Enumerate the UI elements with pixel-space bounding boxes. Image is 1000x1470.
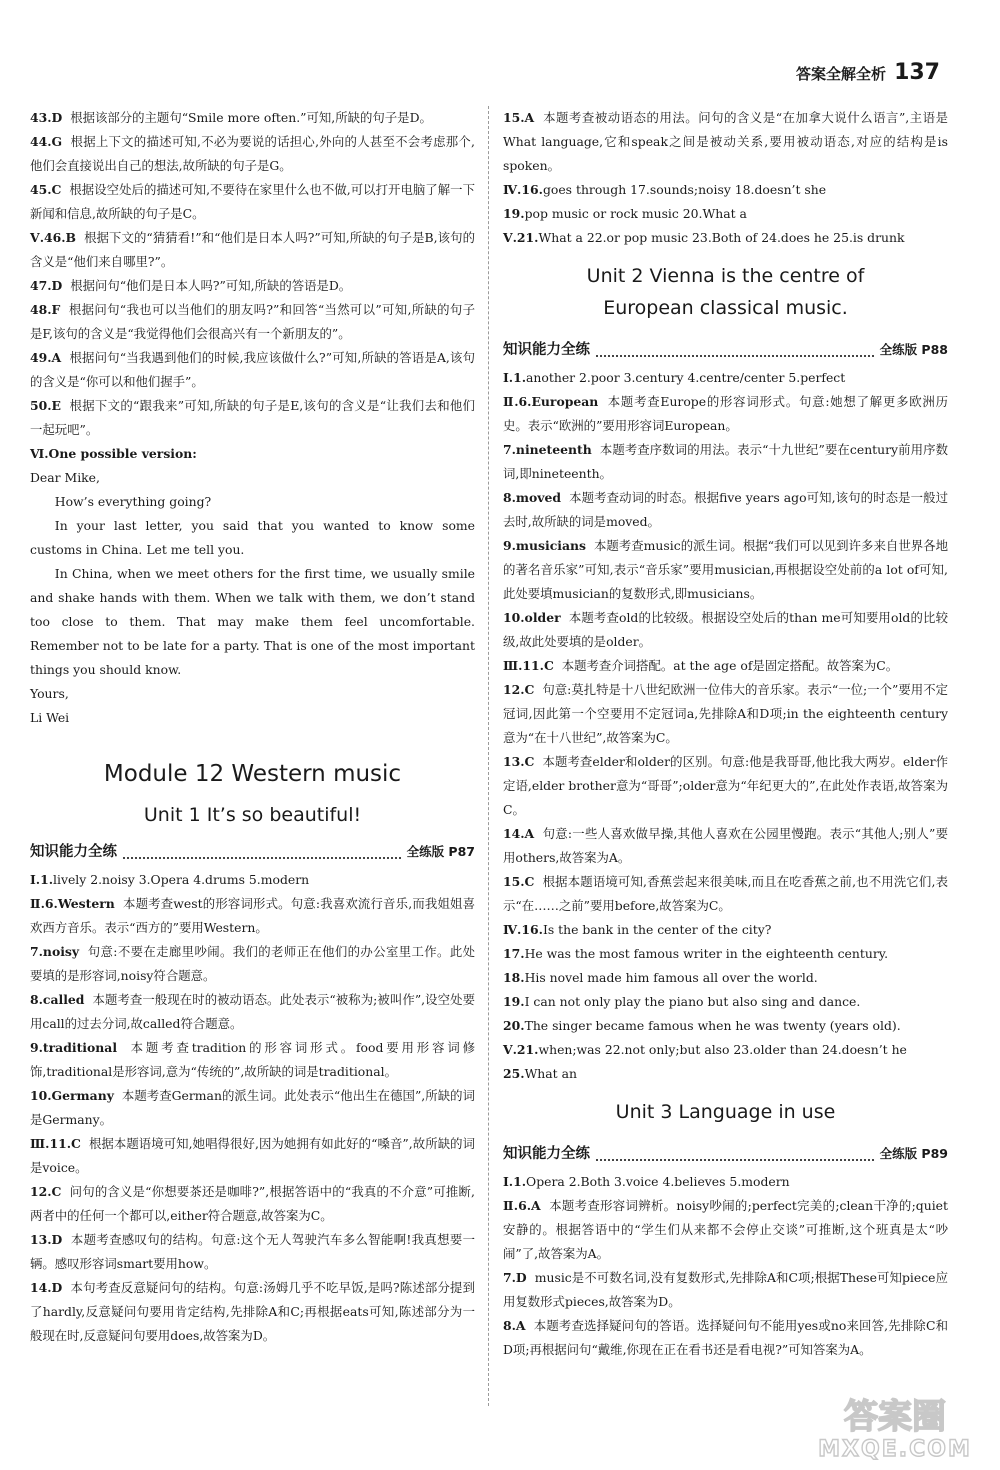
svg-text:MXQE.COM: MXQE.COM: [818, 1437, 972, 1462]
section-heading: [30, 838, 475, 864]
answer-item: 19.pop music or rock music 20.What a: [503, 206, 747, 221]
answer-item: 49.A 根据问句“当我遇到他们的时候,我应该做什么?”可知,所缺的答语是A,该句的含义是“你可以和他们握手”。: [30, 350, 475, 389]
letter-paragraph: In China, when we meet others for the first time, we usually smile and shake hands with them. When we talk with them, we don’t stand too close to them. That may make them feel uncomfortable. Remember not to be late for a party. That is one of the most important things you should know.: [30, 566, 475, 677]
essay-label: Ⅵ.One possible version:: [30, 446, 197, 461]
section-label: 知识能力全练: [503, 342, 590, 358]
answer-item: 18.His novel made him famous all over the world.: [503, 970, 818, 985]
answer-item: 12.C 问句的含义是“你想要茶还是咖啡?”,根据答语中的“我真的不介意”可推断,两者中的任何一个都可以,either符合题意,故答案为C。: [30, 1184, 475, 1223]
answer-item: Ⅴ.21.What a 22.or pop music 23.Both of 24.does he 25.is drunk: [503, 230, 905, 245]
answer-item: Ⅰ.1.lively 2.noisy 3.Opera 4.drums 5.modern: [30, 872, 310, 887]
section-label: 知识能力全练: [503, 1146, 590, 1162]
letter-paragraph: How’s everything going?: [54, 494, 212, 509]
right-column: [503, 106, 948, 1362]
column-divider: [488, 106, 489, 1406]
section-ref: 全练版 P87: [406, 844, 475, 859]
letter-signature: Li Wei: [30, 710, 70, 725]
answer-item: 7.D music是不可数名词,没有复数形式,先排除A和C项;根据These可知piece应用复数形式pieces,故答案为D。: [503, 1270, 948, 1309]
answer-item: Ⅱ.6.Western 本题考查west的形容词形式。句意:我喜欢流行音乐,而我姐姐喜欢西方音乐。表示“西方的”要用Western。: [30, 896, 475, 935]
answer-item: Ⅱ.6.European 本题考查Europe的形容词形式。句意:她想了解更多欧洲历史。表示“欧洲的”要用形容词European。: [503, 394, 948, 433]
answer-item: 8.A 本题考查选择疑问句的答语。选择疑问句不能用yes或no来回答,先排除C和D项;再根据问句“戴维,你现在正在看书还是看电视?”可知答案为A。: [503, 1318, 948, 1357]
answer-item: 43.D 根据该部分的主题句“Smile more often.”可知,所缺的句子是D。: [30, 110, 432, 125]
unit-title-line: European classical music.: [603, 297, 848, 319]
answer-item: 15.C 根据本题语境可知,香蕉尝起来很美味,而且在吃香蕉之前,也不用洗它们,表示“在……之前”要用before,故答案为C。: [503, 874, 948, 913]
answer-item: 14.A 句意:一些人喜欢做早操,其他人喜欢在公园里慢跑。表示“其他人;别人”要用others,故答案为A。: [503, 826, 948, 865]
module-title: Module 12 Western music: [103, 761, 402, 787]
answer-list-bottom: [30, 868, 475, 1348]
answer-item: Ⅳ.16.Is the bank in the center of the city?: [503, 922, 772, 937]
letter-paragraph: In your last letter, you said that you wanted to know some customs in China. Let me tell you.: [30, 518, 475, 557]
answer-item: 48.F 根据问句“我也可以当他们的朋友吗?”和回答“当然可以”可知,所缺的句子是F,该句的含义是“我觉得他们会很高兴有一个新朋友的”。: [30, 302, 475, 341]
answer-item: 13.D 本题考查感叹句的结构。句意:这个无人驾驶汽车多么智能啊!我真想要一辆。感叹形容词smart要用how。: [30, 1232, 475, 1271]
leader-dots: [596, 355, 874, 357]
unit-title: Unit 1 It’s so beautiful!: [143, 804, 362, 826]
letter-closing: Yours,: [30, 686, 69, 701]
sample-letter: [30, 466, 475, 730]
answer-item: Ⅴ.46.B 根据下文的“猜猜看!”和“他们是日本人吗?”可知,所缺的句子是B,该句的含义是“他们来自哪里?”。: [30, 230, 475, 269]
answer-item: 44.G 根据上下文的描述可知,不必为要说的话担心,外向的人甚至不会考虑那个,他们会直接说出自己的想法,故所缺的句子是G。: [30, 134, 475, 173]
page-header: [796, 60, 940, 85]
page-number: 137: [894, 60, 940, 85]
answer-item: 7.noisy 句意:不要在走廊里吵闹。我们的老师正在他们的办公室里工作。此处要填的是形容词,noisy符合题意。: [30, 944, 475, 983]
answer-item: 8.moved 本题考查动词的时态。根据five years ago可知,该句的时态是一般过去时,故所缺的词是moved。: [503, 490, 948, 529]
answer-item: 9.traditional 本题考查tradition的形容词形式。food要用形容词修饰,traditional是形容词,意为“传统的”,故所缺的词是traditional。: [30, 1040, 475, 1079]
unit-title: [503, 260, 948, 324]
leader-dots: [596, 1159, 874, 1161]
answer-item: 15.A 本题考查被动语态的用法。问句的含义是“在加拿大说什么语言”,主语是What language,它和speak之间是被动关系,要用被动语态,对应的结构是is spoken。: [503, 110, 948, 173]
section-heading: [503, 336, 948, 362]
answer-item: 14.D 本句考查反意疑问句的结构。句意:汤姆几乎不吃早饭,是吗?陈述部分提到了hardly,反意疑问句要用肯定结构,先排除A和C;再根据eats可知,陈述部分为一般现在时,反意疑问句要用does,故答案为D。: [30, 1280, 475, 1343]
answer-list-bottom: [503, 1170, 948, 1362]
answer-item: Ⅰ.1.another 2.poor 3.century 4.centre/center 5.perfect: [503, 370, 846, 385]
answer-item: Ⅱ.6.A 本题考查形容词辨析。noisy吵闹的;perfect完美的;clean干净的;quiet安静的。根据答语中的“学生们从来都不会停止交谈”可推断,这个班真是太“吵闹”了,故答案为A。: [503, 1198, 948, 1261]
section-ref: 全练版 P89: [879, 1146, 948, 1161]
letter-greeting: Dear Mike,: [30, 470, 100, 485]
answer-list-top: [30, 106, 475, 442]
answer-item: Ⅳ.16.goes through 17.sounds;noisy 18.doesn’t she: [503, 182, 827, 197]
answer-item: Ⅰ.1.Opera 2.Both 3.voice 4.believes 5.modern: [503, 1174, 790, 1189]
answer-item: 45.C 根据设空处后的描述可知,不要待在家里什么也不做,可以打开电脑了解一下新闻和信息,故所缺的句子是C。: [30, 182, 475, 221]
answer-item: 9.musicians 本题考查music的派生词。根据“我们可以见到许多来自世界各地的著名音乐家”可知,表示“音乐家”要用musician,再根据设空处前的a lot of可知,此处要填musician的复数形式,即musicians。: [503, 538, 948, 601]
answer-item: Ⅲ.11.C 根据本题语境可知,她唱得很好,因为她拥有如此好的“嗓音”,故所缺的词是voice。: [30, 1136, 476, 1175]
answer-item: 10.older 本题考查old的比较级。根据设空处后的than me可知要用old的比较级,故此处要填的是older。: [503, 610, 948, 649]
header-title: 答案全解全析: [796, 65, 887, 83]
answer-list-mid: [503, 366, 948, 1086]
answer-item: 47.D 根据问句“他们是日本人吗?”可知,所缺的答语是D。: [30, 278, 352, 293]
answer-item: 50.E 根据下文的“跟我来”可知,所缺的句子是E,该句的含义是“让我们去和他们一起玩吧”。: [30, 398, 475, 437]
watermark-logo: [800, 1390, 990, 1462]
answer-list-top: [503, 106, 948, 250]
section-ref: 全练版 P88: [879, 342, 948, 357]
answer-item: 8.called 本题考查一般现在时的被动语态。此处表示“被称为;被叫作”,设空处要用call的过去分词,故called符合题意。: [30, 992, 475, 1031]
answer-item: 12.C 句意:莫扎特是十八世纪欧洲一位伟大的音乐家。表示“一位;一个”要用不定冠词,因此第一个空要用不定冠词a,先排除A和D项;in the eighteenth century意为“在十八世纪”,故答案为C。: [503, 682, 948, 745]
answer-item: 13.C 本题考查elder和older的区别。句意:他是我哥哥,他比我大两岁。elder作定语,elder brother意为“哥哥”;older意为“年纪更大的”,在此处作表语,故答案为C。: [503, 754, 948, 817]
answer-item: 7.nineteenth 本题考查序数词的用法。表示“十九世纪”要在century前用序数词,即nineteenth。: [503, 442, 948, 481]
answer-item: 25.What an: [503, 1066, 577, 1081]
answer-item: Ⅲ.11.C 本题考查介词搭配。at the age of是固定搭配。故答案为C。: [503, 658, 899, 673]
leader-dots: [123, 857, 401, 859]
left-column: [30, 106, 475, 1348]
answer-item: 10.Germany 本题考查German的派生词。此处表示“他出生在德国”,所缺的词是Germany。: [30, 1088, 475, 1127]
svg-text:答案圈: 答案圈: [844, 1397, 946, 1437]
section-label: 知识能力全练: [30, 844, 117, 860]
answer-item: 17.He was the most famous writer in the eighteenth century.: [503, 946, 889, 961]
answer-item: Ⅴ.21.when;was 22.not only;but also 23.older than 24.doesn’t he: [503, 1042, 907, 1057]
unit-title: Unit 3 Language in use: [615, 1101, 836, 1123]
answer-item: 20.The singer became famous when he was twenty (years old).: [503, 1018, 901, 1033]
section-heading: [503, 1140, 948, 1166]
answer-item: 19.I can not only play the piano but also sing and dance.: [503, 994, 861, 1009]
unit-title-line: Unit 2 Vienna is the centre of: [586, 265, 865, 287]
